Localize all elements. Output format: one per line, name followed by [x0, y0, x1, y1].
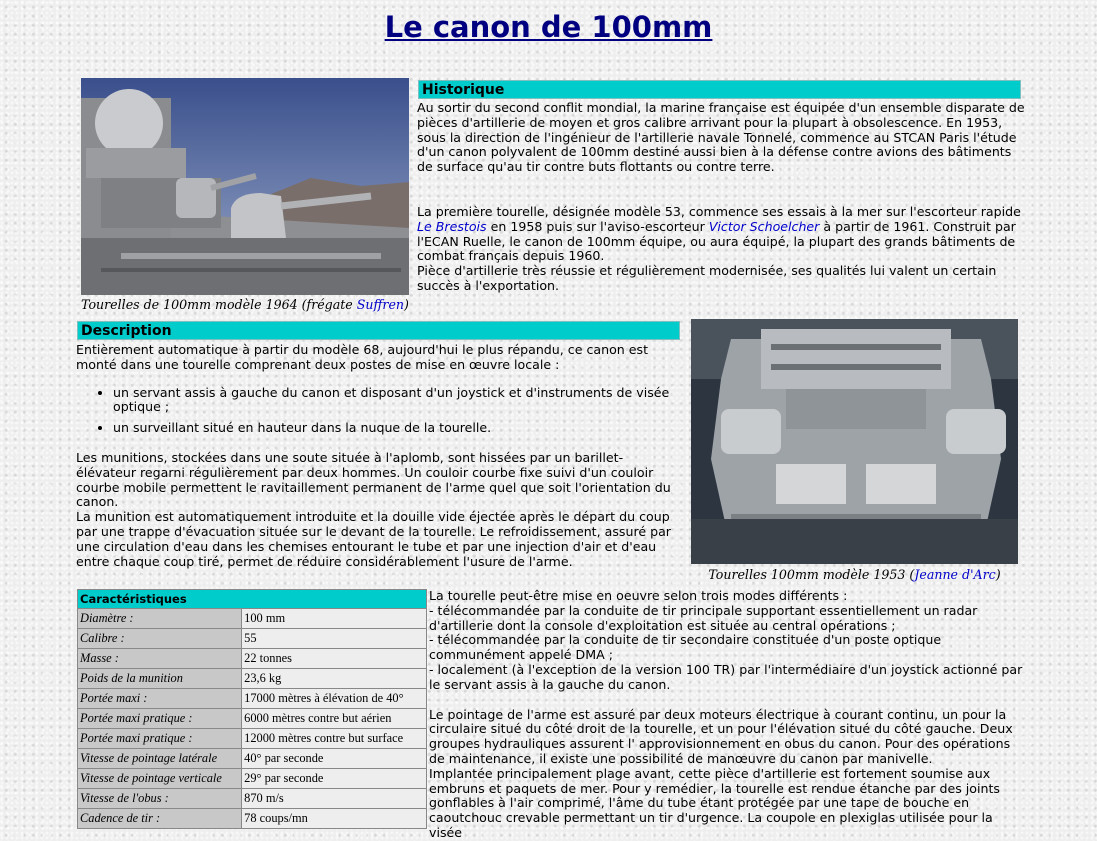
description-heading: Description — [77, 321, 680, 340]
modes-p1: La tourelle peut-être mise en oeuvre selon trois modes différents : — [429, 588, 848, 603]
spec-value: 40° par seconde — [242, 749, 427, 769]
modes-p4: - localement (à l'exception de la version 100 TR) par l'intermédiaire d'un joystick actionné par le servant assis à la gauche du canon. — [429, 661, 1023, 692]
modes-p6: Implantée principalement plage avant, cette pièce d'artillerie est fortement soumise aux embruns et paquets de mer. Pour y remédier, la tourelle est rendue étanche par des joints gonflables à l'air comprimé, l'âme du tube étant protégée par une tape de bouche en caoutchouc crevable permettant un tir d'urgence. La coupole en plexiglas utilisée pour la visée — [429, 765, 1000, 840]
table-row — [78, 789, 427, 809]
photo-suffren-turrets — [81, 78, 409, 295]
spec-key: Vitesse de pointage latérale — [78, 749, 242, 769]
historique-p2-b: en 1958 puis sur l'aviso-escorteur — [486, 218, 709, 234]
photo1-caption — [81, 297, 409, 312]
list-item: • un servant assis à gauche du canon et disposant d'un joystick et d'instruments de visée optique ; — [113, 386, 681, 416]
description-text — [76, 343, 681, 569]
description-bullets — [76, 386, 681, 436]
specs-table-wrapper — [77, 589, 427, 831]
table-row — [78, 689, 427, 709]
list-item: • un surveillant situé en hauteur dans la nuque de la tourelle. — [113, 421, 681, 436]
table-row — [78, 669, 427, 689]
description-intro: Entièrement automatique à partir du modèle 68, aujourd'hui le plus répandu, ce canon est monté dans une tourelle comprenant deux postes de mise en œuvre locale : — [76, 342, 649, 372]
photo1-caption-end: ) — [404, 297, 409, 312]
historique-text — [417, 101, 1025, 294]
spec-value: 6000 mètres contre but aérien — [242, 709, 427, 729]
ship-bow-image — [691, 319, 1018, 564]
spec-key: Vitesse de pointage verticale — [78, 769, 242, 789]
spec-key: Calibre : — [78, 629, 242, 649]
photo2-caption-text: Tourelles 100mm modèle 1953 ( — [708, 567, 915, 582]
historique-p2 — [417, 205, 1025, 264]
jeanne-darc-link[interactable]: Jeanne d'Arc — [914, 567, 996, 582]
table-row — [78, 649, 427, 669]
victor-schoelcher-link[interactable]: Victor Schoelcher — [708, 218, 820, 234]
historique-p3: Pièce d'artillerie très réussie et régulièrement modernisée, ses qualités lui valent un certain succès à l'exportation. — [417, 263, 997, 293]
modes-text — [429, 588, 1026, 840]
table-row — [78, 749, 427, 769]
spec-key: Diamètre : — [78, 609, 242, 629]
historique-heading: Historique — [418, 80, 1021, 99]
spec-value: 870 m/s — [242, 789, 427, 809]
historique-p1: Au sortir du second conflit mondial, la marine française est équipée d'un ensemble disparate de pièces d'artillerie de moyen et gros calibre arrivant pour la plupart à obsolescence. En 1953, sous la direction de l'ingénieur de l'artillerie navale Tonnelé, commence au STCAN Paris l'étude d'un canon polyvalent de 100mm destiné aussi bien à la défense contre avions des bâtiments de surface qu'au tir contre buts flottants ou contre terre. — [417, 100, 1025, 175]
spec-value: 23,6 kg — [242, 669, 427, 689]
modes-p3: - télécommandée par la conduite de tir secondaire constituée d'un poste optique communément appelé DMA ; — [429, 632, 942, 663]
spec-key: Portée maxi pratique : — [78, 709, 242, 729]
specs-table — [77, 589, 427, 829]
historique-p2-c: à partir de 1961. Construit par l'ECAN Ruelle, le canon de 100mm équipe, ou aura équipé, la plupart des grands bâtiments de combat français depuis 1960. — [417, 218, 1016, 264]
table-row — [78, 609, 427, 629]
le-brestois-link[interactable]: Le Brestois — [417, 218, 487, 234]
photo-jeanne-darc-turrets — [691, 319, 1018, 564]
photo1-caption-text: Tourelles de 100mm modèle 1964 (frégate — [81, 297, 357, 312]
spec-key: Portée maxi pratique : — [78, 729, 242, 749]
spec-key: Cadence de tir : — [78, 809, 242, 829]
modes-p5: Le pointage de l'arme est assuré par deux moteurs électrique à courant continu, un pour la circulaire situé du côté droit de la tourelle, et un pour l'élévation situé du côté gauche. Deux groupes hydrauliques assurent l' approvisionnement en obus du canon. Pour des opérations de maintenance, il existe une possibilité de manœuvre du canon par manivelle. — [429, 706, 1013, 766]
page-title: Le canon de 100mm — [384, 10, 713, 44]
historique-p2-a: La première tourelle, désignée modèle 53, commence ses essais à la mer sur l'escorteur rapide — [417, 203, 1021, 219]
spec-value: 100 mm — [242, 609, 427, 629]
suffren-link[interactable]: Suffren — [356, 297, 405, 312]
table-row — [78, 769, 427, 789]
ship-turrets-image — [81, 78, 409, 295]
table-row — [78, 709, 427, 729]
spec-key: Vitesse de l'obus : — [78, 789, 242, 809]
spec-key: Masse : — [78, 649, 242, 669]
photo2-caption-end: ) — [995, 567, 1001, 582]
table-row — [78, 629, 427, 649]
spec-value: 55 — [242, 629, 427, 649]
specs-heading: Caractéristiques — [78, 590, 427, 609]
description-p2: Les munitions, stockées dans une soute située à l'aplomb, sont hissées par un barillet-élévateur regarni régulièrement par deux hommes. Un couloir courbe fixe suivi d'un couloir courbe mobile permettent le ravitaillement permanent de l'arme quel que soit l'orientation du canon. — [76, 449, 671, 510]
spec-value: 22 tonnes — [242, 649, 427, 669]
spec-key: Portée maxi : — [78, 689, 242, 709]
spec-value: 12000 mètres contre but surface — [242, 729, 427, 749]
table-row — [78, 729, 427, 749]
spec-key: Poids de la munition — [78, 669, 242, 689]
modes-p2: - télécommandée par la conduite de tir principale supportant essentiellement un radar d'artillerie dont la console d'exploitation est située au central opérations ; — [429, 602, 978, 633]
spec-value: 29° par seconde — [242, 769, 427, 789]
description-p3: La munition est automatiquement introduite et la douille vide éjectée après le départ du coup par une trappe d'évacuation située sur le devant de la tourelle. Le refroidissement, assuré par une circulation d'eau dans les chemises entourant le tube et par une injection d'air et d'eau entre chaque coup tiré, permet de réduire considérablement l'usure de l'arme. — [76, 509, 671, 569]
spec-value: 17000 mètres à élévation de 40° — [242, 689, 427, 709]
photo2-caption — [691, 567, 1018, 582]
spec-value: 78 coups/mn — [242, 809, 427, 829]
table-row — [78, 809, 427, 829]
